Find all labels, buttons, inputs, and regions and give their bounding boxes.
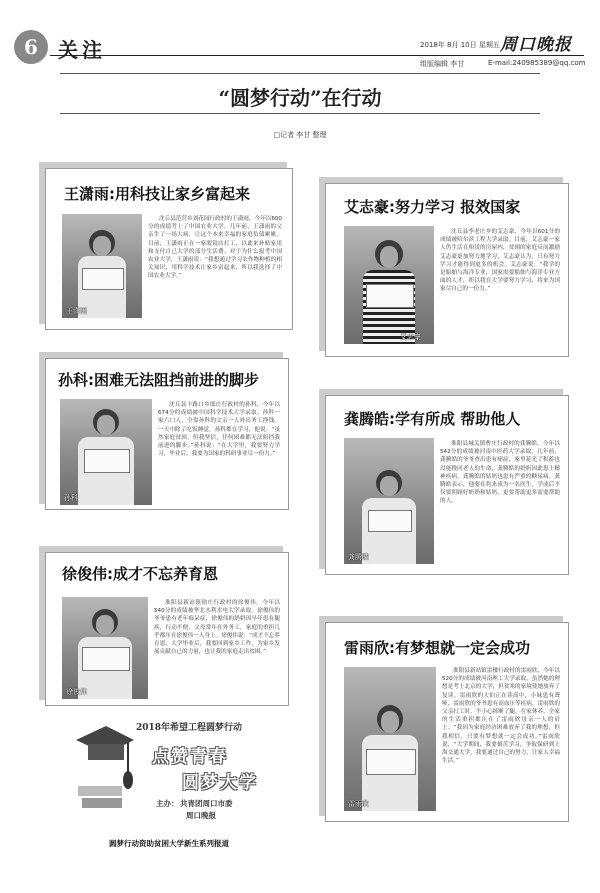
page-number: 6 <box>24 35 38 59</box>
story-body: 淮阳县新站镇徐庄行政村的徐俊伟，今年以540分的成绩被华北水利水电大学录取。徐俊伟的爷爷患有老年痴呆症，徐俊伟的奶奶因早年患有腿疾，行动不便，父母常年在外务工，家庭的重担几乎都压在徐俊伟一人身上。徐俊伟说：“成才不忘养育恩，大学毕业后，我要回到家乡工作，为家乡发展贡献自己的力量，也让我的家庭走出贫困。” <box>154 600 280 656</box>
story-card-xu <box>45 552 289 706</box>
layout-editor: 组版编辑 李甘 <box>420 60 465 68</box>
story-body: 沈丘县卞路口乡郎庄行政村的孙科，今年以674分的成绩被中国科学技术大学录取。孙科一家六口人，全靠孙科的父亲一人外出务工挣钱。一天中除了吃饭睡觉，孙科都在学习，他说：“虽然家庭贫困，但我坚信，任何困难都无法阻挡我前进的脚步。”孙科说：“在大学里，我要努力学习，毕业后，我要为国家的科研事业尽一份力。” <box>158 402 280 458</box>
story-title: 徐俊伟:成才不忘养育恩 <box>62 565 218 583</box>
photo-caption: 徐俊伟 <box>66 688 87 696</box>
story-card-ai <box>325 183 569 357</box>
ad-slogan-1: 点赞青春 <box>152 747 228 767</box>
ad-host-2: 周口晚报 <box>186 811 216 820</box>
story-title: 艾志豪:努力学习 报效国家 <box>344 198 521 216</box>
story-title: 孙科:困难无法阻挡前进的脚步 <box>58 371 259 389</box>
story-title: 龚腾皓:学有所成 帮助他人 <box>344 410 521 428</box>
ad-host-label: 主办： <box>156 799 179 808</box>
ad-slogan-2: 圆梦大学 <box>182 773 258 793</box>
campaign-ad <box>74 712 262 832</box>
photo-caption: 孙科 <box>64 494 78 502</box>
story-body: 沈丘县李老庄乡的艾志豪，今年以601分的成绩被哈尔滨工程大学录取。目前，艾志豪一家人仍生活在租赁的房屋内，贫困的家庭反而激励艾志豪更加努力地学习，艾志豪认为，只有努力学习才能得到更多的机会。艾志豪说：“我学的是船舶与海洋专业，国家需要船舶与海洋专业方面的人才，所以我在大学要努力学习，将来为国家尽自己的一份力。” <box>440 229 560 293</box>
story-title: 雷雨欣:有梦想就一定会成功 <box>344 639 530 657</box>
story-card-lei <box>325 622 569 822</box>
graduation-cap-icon <box>74 718 136 818</box>
story-photo <box>344 226 434 344</box>
feature-title: “圆梦行动”在行动 <box>218 86 382 110</box>
story-photo <box>344 667 436 811</box>
story-title: 王潇雨:用科技让家乡富起来 <box>64 185 250 203</box>
newspaper-logo: 周口晚报 <box>500 35 572 55</box>
ad-title: 2018年希望工程圆梦行动 <box>136 723 243 733</box>
series-label: 圆梦行动资助贫困大学新生系列报道 <box>109 839 229 848</box>
photo-caption: 艾志豪 <box>400 333 421 341</box>
story-body: 淮阳县新站镇雷楼行政村的雷雨欣，今年以520分的成绩被河南理工大学录取。虽然她的理想是考上北京的大学，但贫寒的家境使她放弃了复读。雷雨欣的大伯正在读高中，小妹患有聋哑，雷雨欣的爷爷患有高血压等疾病，雷雨欣的父亲打工时，不小心摔断了腿，在家休养，全家的生活重担都压在了雷雨欣母亲一人的肩上。“我因为家庭经济困难放弃了我的理想，但我相信，只要有梦想就一定会成功。”雷雨欣说，“大学期间，我要刻苦学习，争取保研到上海交通大学，我要通过自己的努力，让家人幸福生活。” <box>442 668 560 765</box>
story-card-gong <box>325 395 569 575</box>
title-rule-bottom <box>60 113 540 114</box>
story-card-wang <box>45 168 293 330</box>
story-photo <box>344 438 434 564</box>
section-title: 关注 <box>58 38 106 62</box>
ad-host-1: 共青团周口市委 <box>180 799 233 808</box>
story-card-sun <box>45 358 289 510</box>
header-rule <box>50 55 584 56</box>
story-photo <box>62 214 142 318</box>
issue-date: 2018年 8月 10日 星期五 <box>420 41 500 49</box>
page-number-badge <box>14 30 48 64</box>
reporter-byline: □记者 李甘 整理 <box>273 131 327 139</box>
story-photo <box>62 597 148 699</box>
photo-caption: 龚腾皓 <box>348 553 369 561</box>
photo-caption: 王潇雨 <box>66 307 87 315</box>
story-photo <box>60 399 152 505</box>
photo-caption: 雷雨欣 <box>348 800 369 808</box>
editor-email: E-mail:240985389@qq.com <box>488 59 586 67</box>
story-body: 淮阳县城关镇曹庄行政村的龚腾皓，今年以542分的成绩被河南中医药大学录取。几年前，龚腾皓的爷爷查出患有癌症，家里花光了积蓄也没能挽回老人的生命，龚腾皓的奶奶因此患上精神疾病，龚腾皓的姑妈也患有严重的糖尿病。龚腾皓表示，他要在将来成为一名医生，学成后不仅要照顾好奶奶和姑妈，更要帮助更多需要帮助的人。 <box>440 441 560 505</box>
title-rule-top <box>60 73 540 74</box>
story-body: 沈丘县范营乡刘花园行政村的王潇雨，今年以600分的成绩考上了中国农业大学。几年前，王潇雨的父亲生了一场大病，让这个本来幸福的家庭负债累累。目前，王潇雨正在一家眼镜店打工，以此来补贴家用和支付自己大学的部分生活费。对于为什么报考中国农业大学，王潇雨说：“我想通过学习农作物种植的相关知识，用科学技术让家乡富起来，所以我选择了中国农业大学。” <box>148 216 282 280</box>
